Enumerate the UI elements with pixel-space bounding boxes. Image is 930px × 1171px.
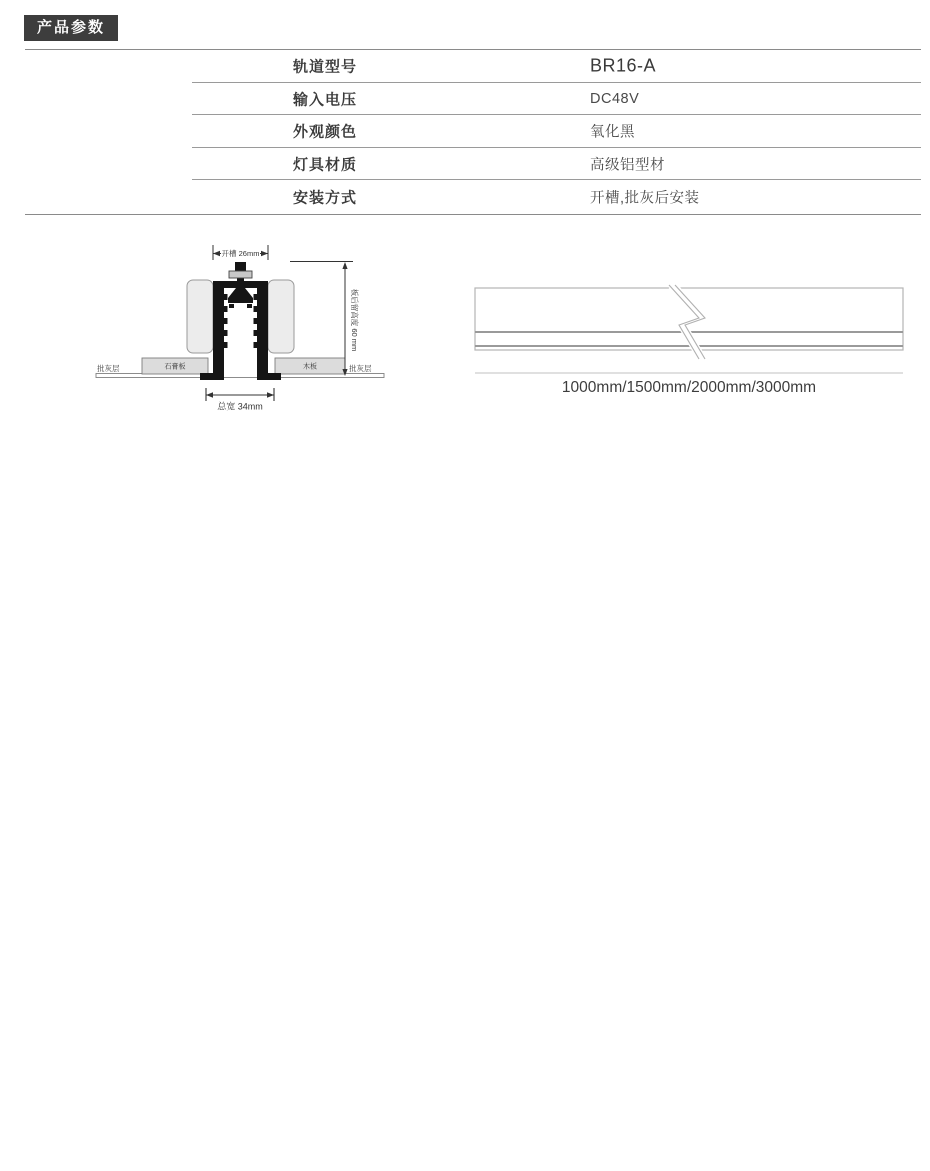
width-dim-label: 总宽 34mm bbox=[217, 401, 263, 412]
spec-value-material: 高级铝型材 bbox=[590, 157, 665, 174]
spec-value-model: BR16-A bbox=[590, 55, 657, 76]
spec-label-install: 安装方式 bbox=[293, 189, 358, 207]
gypsum-board-label: 石膏板 bbox=[164, 363, 186, 371]
spec-value-install: 开槽,批灰后安装 bbox=[590, 190, 700, 207]
dim-arrow bbox=[342, 262, 347, 269]
spec-value-voltage: DC48V bbox=[590, 90, 640, 107]
cross-section-drawing bbox=[90, 238, 390, 413]
table-row bbox=[25, 115, 921, 148]
lengths-label: 1000mm/1500mm/2000mm/3000mm bbox=[561, 379, 817, 396]
page-title: 产品参数 bbox=[24, 15, 118, 41]
height-dimension bbox=[290, 262, 353, 375]
spec-label-material: 灯具材质 bbox=[293, 156, 358, 174]
right-block-shape bbox=[268, 280, 294, 353]
dim-arrow bbox=[206, 392, 213, 397]
spec-label-color: 外观颜色 bbox=[293, 123, 358, 141]
wood-board-label: 木板 bbox=[303, 363, 317, 371]
side-view-drawing bbox=[470, 282, 910, 397]
table-row bbox=[25, 50, 921, 83]
spec-value-color: 氧化黑 bbox=[590, 124, 635, 141]
dim-arrow bbox=[267, 392, 274, 397]
dim-arrow bbox=[213, 251, 220, 256]
table-row bbox=[25, 180, 921, 213]
dim-arrow bbox=[261, 251, 268, 256]
right-plaster-label: 批灰层 bbox=[349, 364, 372, 373]
screw-plate bbox=[229, 271, 252, 278]
spec-label-model: 轨道型号 bbox=[293, 58, 358, 76]
spec-table bbox=[25, 49, 921, 215]
width-dimension bbox=[206, 388, 274, 401]
height-dim-label: 板后留高度 60 mm bbox=[350, 288, 359, 352]
spec-label-voltage: 输入电压 bbox=[293, 91, 358, 109]
left-plaster-label: 批灰层 bbox=[97, 364, 120, 373]
slot-dim-label: 开槽 26mm bbox=[221, 249, 260, 258]
side-view-diagram bbox=[470, 282, 910, 397]
table-row bbox=[25, 148, 921, 181]
cross-section-diagram bbox=[90, 238, 390, 413]
left-block-shape bbox=[187, 280, 213, 353]
table-row bbox=[25, 83, 921, 116]
